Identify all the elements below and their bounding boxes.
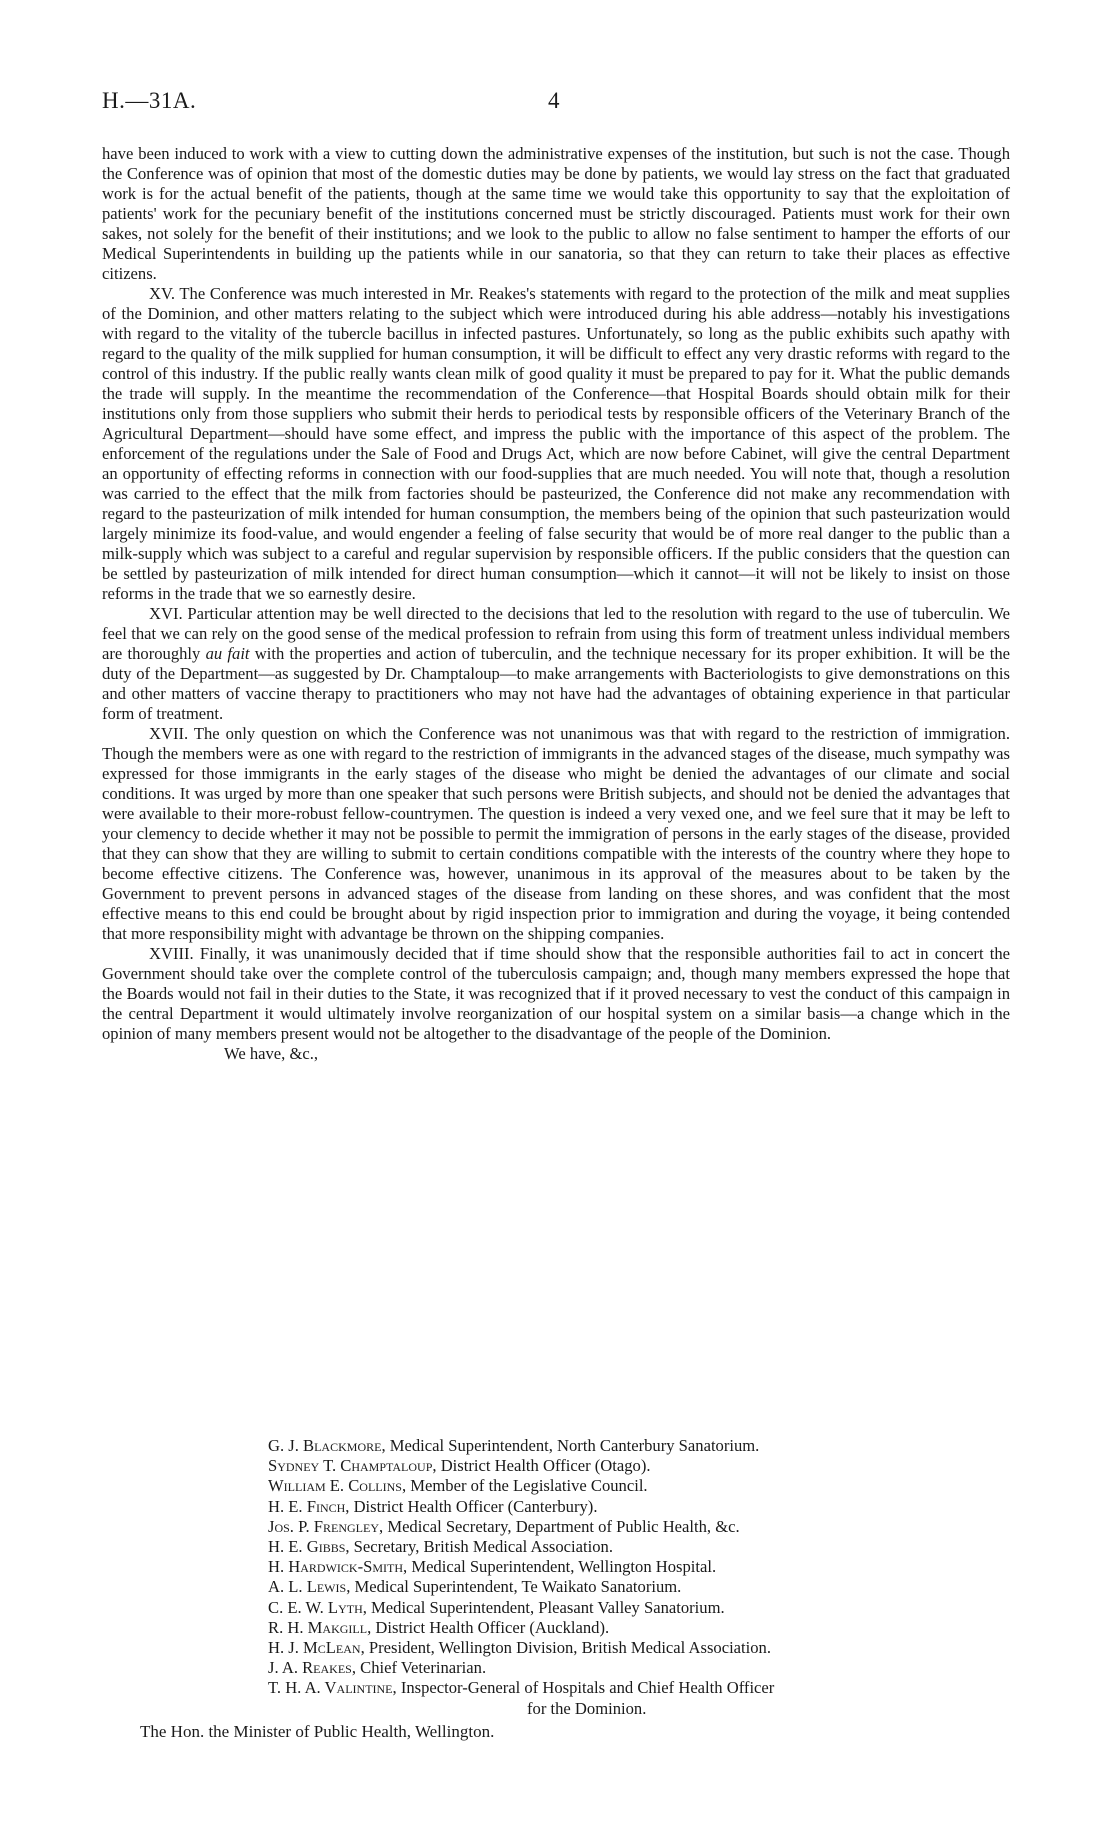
paragraph-xv: XV. The Conference was much interested in Mr. Reakes's statements with regard to the protection of the milk and meat supplies of the Dominion, and other matters relating to the subject which were introduced during his able address—notably his investigations with regard to the vitality of the tubercle bacillus in infected pastures. Unfortunately, so long as the public exhibits such apathy with regard to the quality of the milk supplied for human consumption, it will be difficult to effect any very drastic reforms with regard to the control of this industry. If the public really wants clean milk of good quality it must be prepared to pay for it. What the public demands the trade will supply. In the meantime the recommendation of the Conference—that Hospital Boards should obtain milk for their institutions only from those suppliers who submit their herds to periodical tests by responsible officers of the Veterinary Branch of the Agricultural Department—should have some effect, and impress the public with the importance of this aspect of the problem. The enforcement of the regulations under the Sale of Food and Drugs Act, which are now before Cabinet, will give the central Department an opportunity of effecting reforms in connection with our food-supplies that are much needed. You will note that, though a resolution was carried to the effect that the milk from factories should be pasteurized, the Conference did not make any recommendation with regard to the pasteurization of milk intended for human consumption, the members being of the opinion that such pasteurization would largely minimize its food-value, and would engender a feeling of false security that would be of more real danger to the public than a milk-supply which was subject to a careful and regular supervision by responsible officers. If the public considers that the question can be settled by pasteurization of milk intended for direct human consumption—which it cannot—it will not be likely to insist on those reforms in the trade that we so earnestly desire. (102, 284, 1010, 603)
paragraph-xvi (102, 604, 1010, 724)
signatory-title: Medical Superintendent, Pleasant Valley Sanatorium. (371, 1597, 725, 1617)
document-reference: H.—31A. (102, 88, 197, 113)
signatory-name: H. E. Finch (268, 1496, 346, 1516)
signatory-title: Medical Superintendent, Wellington Hospital. (411, 1557, 717, 1577)
signatory-title: President, Wellington Division, British Medical Association. (368, 1638, 772, 1658)
signatory-title: Inspector-General of Hospitals and Chief Health Officer (400, 1678, 775, 1698)
signatory: C. E. W. Lyth, Medical Superintendent, Pleasant Valley Sanatorium. (268, 1597, 725, 1617)
signatory-name: H. E. Gibbs (268, 1537, 346, 1557)
signatory: H. E. Finch, District Health Officer (Canterbury). (268, 1496, 598, 1516)
signatory-title: Chief Veterinarian. (360, 1658, 487, 1678)
paragraph-xvi-part2: with the properties and action of tuberculin, and the technique necessary for its proper exhibition. It will be the duty of the Department—as suggested by Dr. Champtaloup—to make arrangements with Bacteriologists to give demonstrations on this and other matters of vaccine therapy to practitioners who may not have had the advantages of obtaining experience in that particular form of treatment. (102, 644, 1010, 723)
document-body (102, 144, 1010, 1064)
signatory: T. H. A. Valintine, Inspector-General of Hospitals and Chief Health Officer (268, 1678, 775, 1698)
paragraph-xvi-part1: XVI. Particular attention may be well directed to the decisions that led to the resolution with regard to the use of tuberculin. We feel that we can rely on the good sense of the medical profession to refrain from using this form of treatment unless individual members are thoroughly (102, 604, 1010, 663)
signatory-title: Medical Superintendent, North Canterbury Sanatorium. (389, 1436, 760, 1455)
page-number: 4 (548, 88, 560, 113)
paragraph-xvii: XVII. The only question on which the Conference was not unanimous was that with regard to the restriction of immigration. Though the members were as one with regard to the restriction of immigrants in the advanced stages of the disease, much sympathy was expressed for those immigrants in the early stages of the disease who might be denied the advantages of our climate and social conditions. It was urged by more than one speaker that such persons were British subjects, and should not be denied the advantages that were available to their more-robust fellow-countrymen. The question is indeed a very vexed one, and we feel sure that it may be left to your clemency to decide whether it may not be possible to permit the immigration of persons in the early stages of the disease, provided that they can show that they are willing to submit to certain conditions compatible with the interests of the country where they hope to become effective citizens. The Conference was, however, unanimous in its approval of the measures about to be taken by the Government to prevent persons in advanced stages of the disease from landing on these shores, and was confident that the most effective means to this end could be brought about by rigid inspection prior to immigration and during the voyage, it being contended that more responsibility might with advantage be thrown on the shipping companies. (102, 724, 1010, 943)
addressee: The Hon. the Minister of Public Health, Wellington. (140, 1722, 495, 1741)
signatory-title: Medical Secretary, Department of Public Health, &c. (387, 1516, 740, 1536)
closing-line: We have, &c., (224, 1044, 319, 1063)
signatory-name: Jos. P. Frengley (268, 1516, 380, 1536)
signatory: Jos. P. Frengley, Medical Secretary, Department of Public Health, &c. (268, 1516, 740, 1536)
signatory: J. A. Reakes, Chief Veterinarian. (268, 1658, 487, 1678)
signatory-name: C. E. W. Lyth (268, 1597, 363, 1617)
signatory-name: A. L. Lewis (268, 1577, 347, 1597)
signatory-name: William E. Collins (268, 1476, 402, 1496)
signatory-name: J. A. Reakes (268, 1658, 352, 1678)
signatory-title: Secretary, British Medical Association. (353, 1537, 613, 1557)
paragraph-xviii: XVIII. Finally, it was unanimously decided that if time should show that the responsible authorities fail to act in concert the Government should take over the complete control of the tuberculosis campaign; and, though many members expressed the hope that the Boards would not fail in their duties to the State, it was recognized that if it proved necessary to vest the conduct of this campaign in the central Department it would ultimately involve reorganization of our hospital system on a similar basis—a change which in the opinion of many members present would not be altogether to the disadvantage of the people of the Dominion. (102, 944, 1010, 1043)
signatory: G. J. Blackmore, Medical Superintendent, North Canterbury Sanatorium. (268, 1436, 760, 1455)
signatory: R. H. Makgill, District Health Officer (Auckland). (268, 1617, 610, 1637)
signatory-title: Member of the Legislative Council. (410, 1476, 648, 1496)
signatory: Sydney T. Champtaloup, District Health Officer (Otago). (268, 1456, 651, 1476)
signatory-title: Medical Superintendent, Te Waikato Sanatorium. (354, 1577, 682, 1597)
signatory-name: R. H. Makgill (268, 1617, 368, 1637)
paragraph-xvi-italic: au fait (205, 644, 250, 663)
signatory: H. E. Gibbs, Secretary, British Medical Association. (268, 1537, 613, 1557)
signatory-name: H. J. McLean (268, 1638, 361, 1658)
signatory-name: T. H. A. Valintine (268, 1678, 393, 1698)
signatory-title: District Health Officer (Otago). (440, 1456, 651, 1476)
signatory: William E. Collins, Member of the Legislative Council. (268, 1476, 648, 1496)
paragraph-continuation: have been induced to work with a view to cutting down the administrative expenses of the institution, but such is not the case. Though the Conference was of opinion that most of the domestic duties may be done by patients, we would lay stress on the fact that graduated work is for the actual benefit of the patients, though at the same time we would take this opportunity to say that the exploitation of patients' work for the pecuniary benefit of the institutions concerned must be strictly discouraged. Patients must work for their own sakes, not solely for the benefit of their institutions; and we look to the public to allow no false sentiment to hamper the efforts of our Medical Superintendents in building up the patients while in our sanatoria, so that they can return to take their places as effective citizens. (102, 144, 1010, 283)
signatory-name: Sydney T. Champtaloup (268, 1456, 433, 1476)
signatory: H. Hardwick-Smith, Medical Superintendent, Wellington Hospital. (268, 1557, 717, 1577)
signatory: H. J. McLean, President, Wellington Division, British Medical Association. (268, 1638, 772, 1658)
signatory-title-continuation: for the Dominion. (527, 1698, 647, 1718)
signatory: A. L. Lewis, Medical Superintendent, Te Waikato Sanatorium. (268, 1577, 682, 1597)
signatory-name: H. Hardwick-Smith (268, 1557, 404, 1577)
signatory-name: G. J. Blackmore (268, 1436, 382, 1455)
signatory-title: District Health Officer (Auckland). (375, 1617, 610, 1637)
signatory-title: District Health Officer (Canterbury). (353, 1496, 598, 1516)
signatory-list (268, 1436, 774, 1719)
